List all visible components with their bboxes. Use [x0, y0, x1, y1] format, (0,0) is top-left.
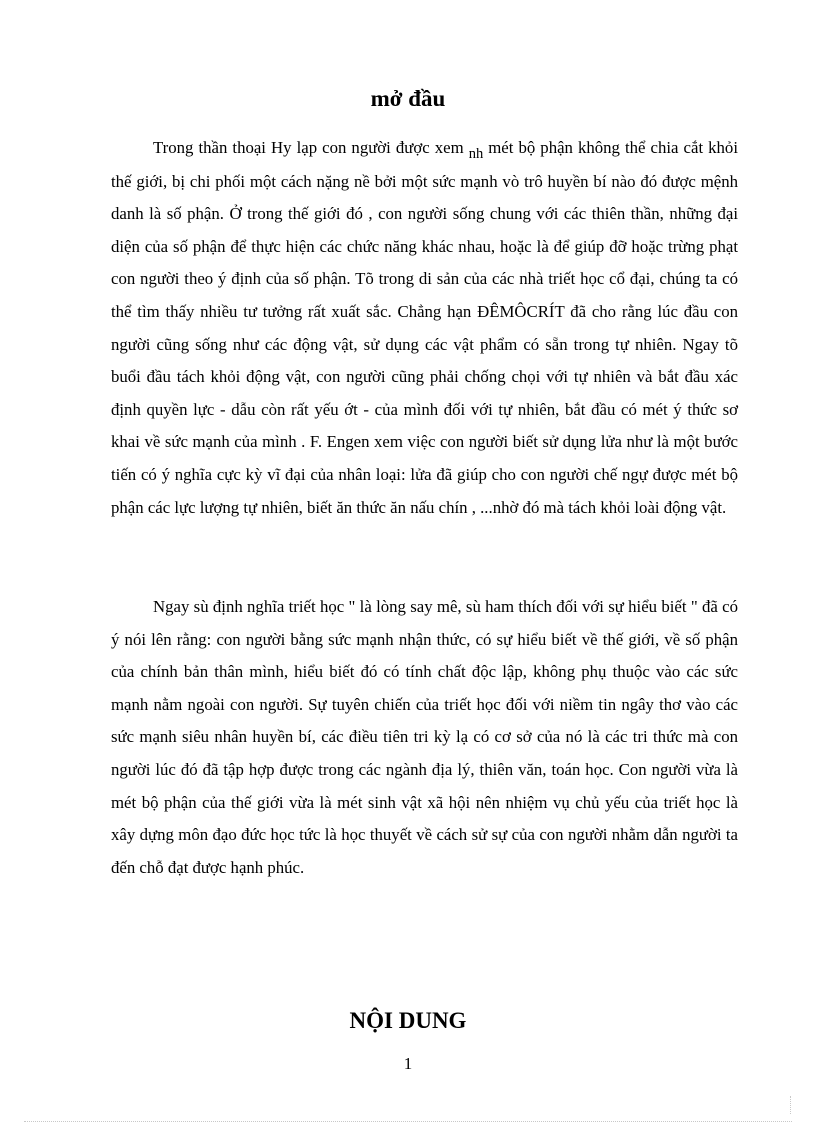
paragraph-1-rest: mét bộ phận không thể chia cắt khỏi thế giới, bị chi phối một cách nặng nề bởi một sức mạnh vò trô huyền bí nào đó được mệnh danh là số phận. Ở trong thế giới đó , con người sống chung với các thiên thần, những đại diện của số phận để thực hiện các chức năng khác nhau, hoặc là để giúp đỡ hoặc trừng phạt con người theo ý định của số phận. Tõ trong di sản của các nhà triết học cổ đại, chúng ta có thể tìm thấy nhiều tư tưởng rất xuất sắc. Chẳng hạn ĐÊMÔCRÍT đã cho rằng lúc đầu con người cũng sống như các động vật, sử dụng các vật phẩm có sẵn trong tự nhiên. Ngay tõ buổi đầu tách khỏi động vật, con người cũng phải chống chọi với tự nhiên và bắt đầu xác định quyền lực - dẫu còn rất yếu ớt - của mình đối với tự nhiên, bắt đầu có mét ý thức sơ khai về sức mạnh của mình . F. Engen xem việc con người biết sử dụng lửa như là một bước tiến có ý nghĩa cực kỳ vĩ đại của nhân loại: lửa đã giúp cho con người chế ngự được mét bộ phận các lực lượng tự nhiên, biết ăn thức ăn nấu chín , ...nhờ đó mà tách khỏi loài động vật. — [111, 138, 738, 517]
intro-heading: mở đầu — [370, 86, 446, 111]
page-corner-mark — [790, 1096, 809, 1114]
content-heading: NỘI DUNG — [349, 1008, 467, 1033]
paragraph-1-start: Trong thần thoại Hy lạp con người được xem — [153, 138, 469, 157]
intro-paragraph-1 — [111, 132, 738, 524]
page-number: 1 — [403, 1054, 413, 1073]
intro-paragraph-2: Ngay sù định nghĩa triết học " là lòng say mê, sù ham thích đối với sự hiểu biết " đã có ý nói lên rằng: con người bằng sức mạnh nhận thức, có sự hiểu biết về thế giới, về số phận của chính bản thân mình, hiểu biết đó có tính chất độc lập, không phụ thuộc vào các sức mạnh nằm ngoài con người. Sự tuyên chiến của triết học đối với niềm tin ngây thơ vào các sức mạnh siêu nhân huyền bí, các điều tiên tri kỳ lạ có cơ sở của nó là các tri thức mà con người lúc đó đã tập hợp được trong các ngành địa lý, thiên văn, toán học. Con người vừa là mét bộ phận của thế giới vừa là mét sinh vật xã hội nên nhiệm vụ chủ yếu của triết học là xây dựng môn đạo đức học tức là học thuyết về cách sử sự của con người nhằm dẫn người ta đến chỗ đạt được hạnh phúc. — [111, 597, 738, 877]
page-bottom-border — [24, 1121, 792, 1122]
paragraph-1-subscript-fragment: nh — [468, 146, 484, 162]
